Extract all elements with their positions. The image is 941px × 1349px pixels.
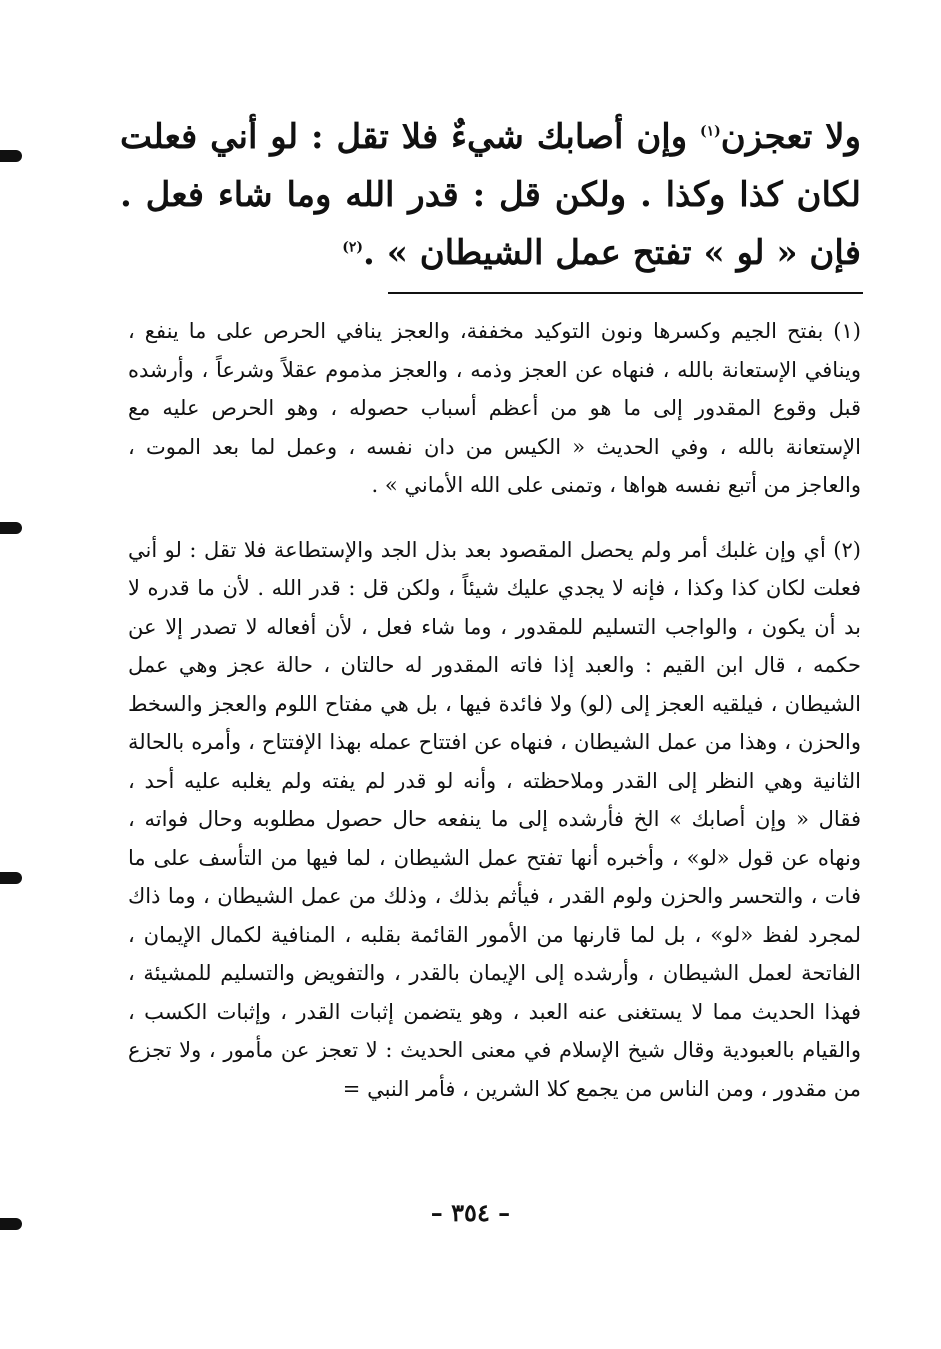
main-text — [120, 108, 861, 282]
scan-edge-mark — [0, 522, 22, 534]
footnotes — [128, 312, 861, 1108]
scan-edge-mark — [0, 1218, 22, 1230]
main-text-part2: وإن أصابك شيءٌ فلا تقل : لو أني فعلت لكان كذا وكذا . ولكن قل : قدر الله وما شاء فعل . فإن « لو » تفتح عمل الشيطان » . — [120, 117, 861, 273]
main-paragraph — [120, 108, 861, 282]
footnote-2: (٢) أي وإن غلبك أمر ولم يحصل المقصود بعد بذل الجد والإستطاعة فلا تقل : لو أني فعلت لكان كذا وكذا ، فإنه لا يجدي عليك شيئاً ، ولكن قل : قدر الله . لأن ما قدره لا بد أن يكون ، والواجب التسليم للمقدور ، وما شاء فعل ، لأن أفعاله لا تصدر إلا عن حكمه ، قال ابن القيم : والعبد إذا فاته المقدور له حالتان ، حالة عجز وهي عمل الشيطان ، فيلقيه العجز إلى (لو) ولا فائدة فيها ، بل هي مفتاح اللوم والعجز والسخط والحزن ، وهذا من عمل الشيطان ، فنهاه عن افتتاح عمله بهذا الإفتتاح ، وأمره بالحالة الثانية وهي النظر إلى القدر وملاحظته ، وأنه لو قدر لم يفته ولم يغلبه عليه أحد ، فقال « وإن أصابك » الخ فأرشده إلى ما ينفعه حال حصول مطلوبه وحال فواته ، ونهاه عن قول «لو» ، وأخبره أنها تفتح عمل الشيطان ، لما فيها من التأسف على ما فات ، والتحسر والحزن ولوم القدر ، فيأثم بذلك ، وذلك من عمل الشيطان ، وما ذاك لمجرد لفظ «لو» ، بل لما قارنها من الأمور القائمة بقلبه ، المنافية لكمال الإيمان ، الفاتحة لعمل الشيطان ، وأرشده إلى الإيمان بالقدر ، والتفويض والتسليم للمشيئة ، فهذا الحديث مما لا يستغنى عنه العبد ، وهو يتضمن إثبات القدر ، وإثبات الكسب ، والقيام بالعبودية وقال شيخ الإسلام في معنى الحديث : لا تعجز عن مأمور ، ولا تجزع من مقدور ، ومن الناس من يجمع كلا الشرين ، فأمر النبي = — [128, 537, 861, 1101]
scan-edge-mark — [0, 872, 22, 884]
footnote-divider — [388, 292, 863, 294]
footnote-ref-1: (١) — [700, 123, 721, 140]
page-number: – ٣٥٤ – — [430, 1198, 511, 1227]
footnote-ref-2: (٢) — [342, 239, 364, 256]
scan-edge-mark — [0, 150, 22, 162]
main-text-part1: ولا تعجزن — [720, 117, 861, 157]
footnote-1: (١) بفتح الجيم وكسرها ونون التوكيد مخففة، والعجز ينافي الحرص على ما ينفع ، وينافي الإستعانة بالله ، فنهاه عن العجز وذمه ، والعجز مذموم عقلاً وشرعاً ، وأرشده قبل وقوع المقدور إلى ما هو من أعظم أسباب حصوله ، وهو الحرص عليه مع الإستعانة بالله ، وفي الحديث « الكيس من دان نفسه ، وعمل لما بعد الموت ، والعاجز من أتبع نفسه هواها ، وتمنى على الله الأماني » . — [128, 319, 861, 497]
